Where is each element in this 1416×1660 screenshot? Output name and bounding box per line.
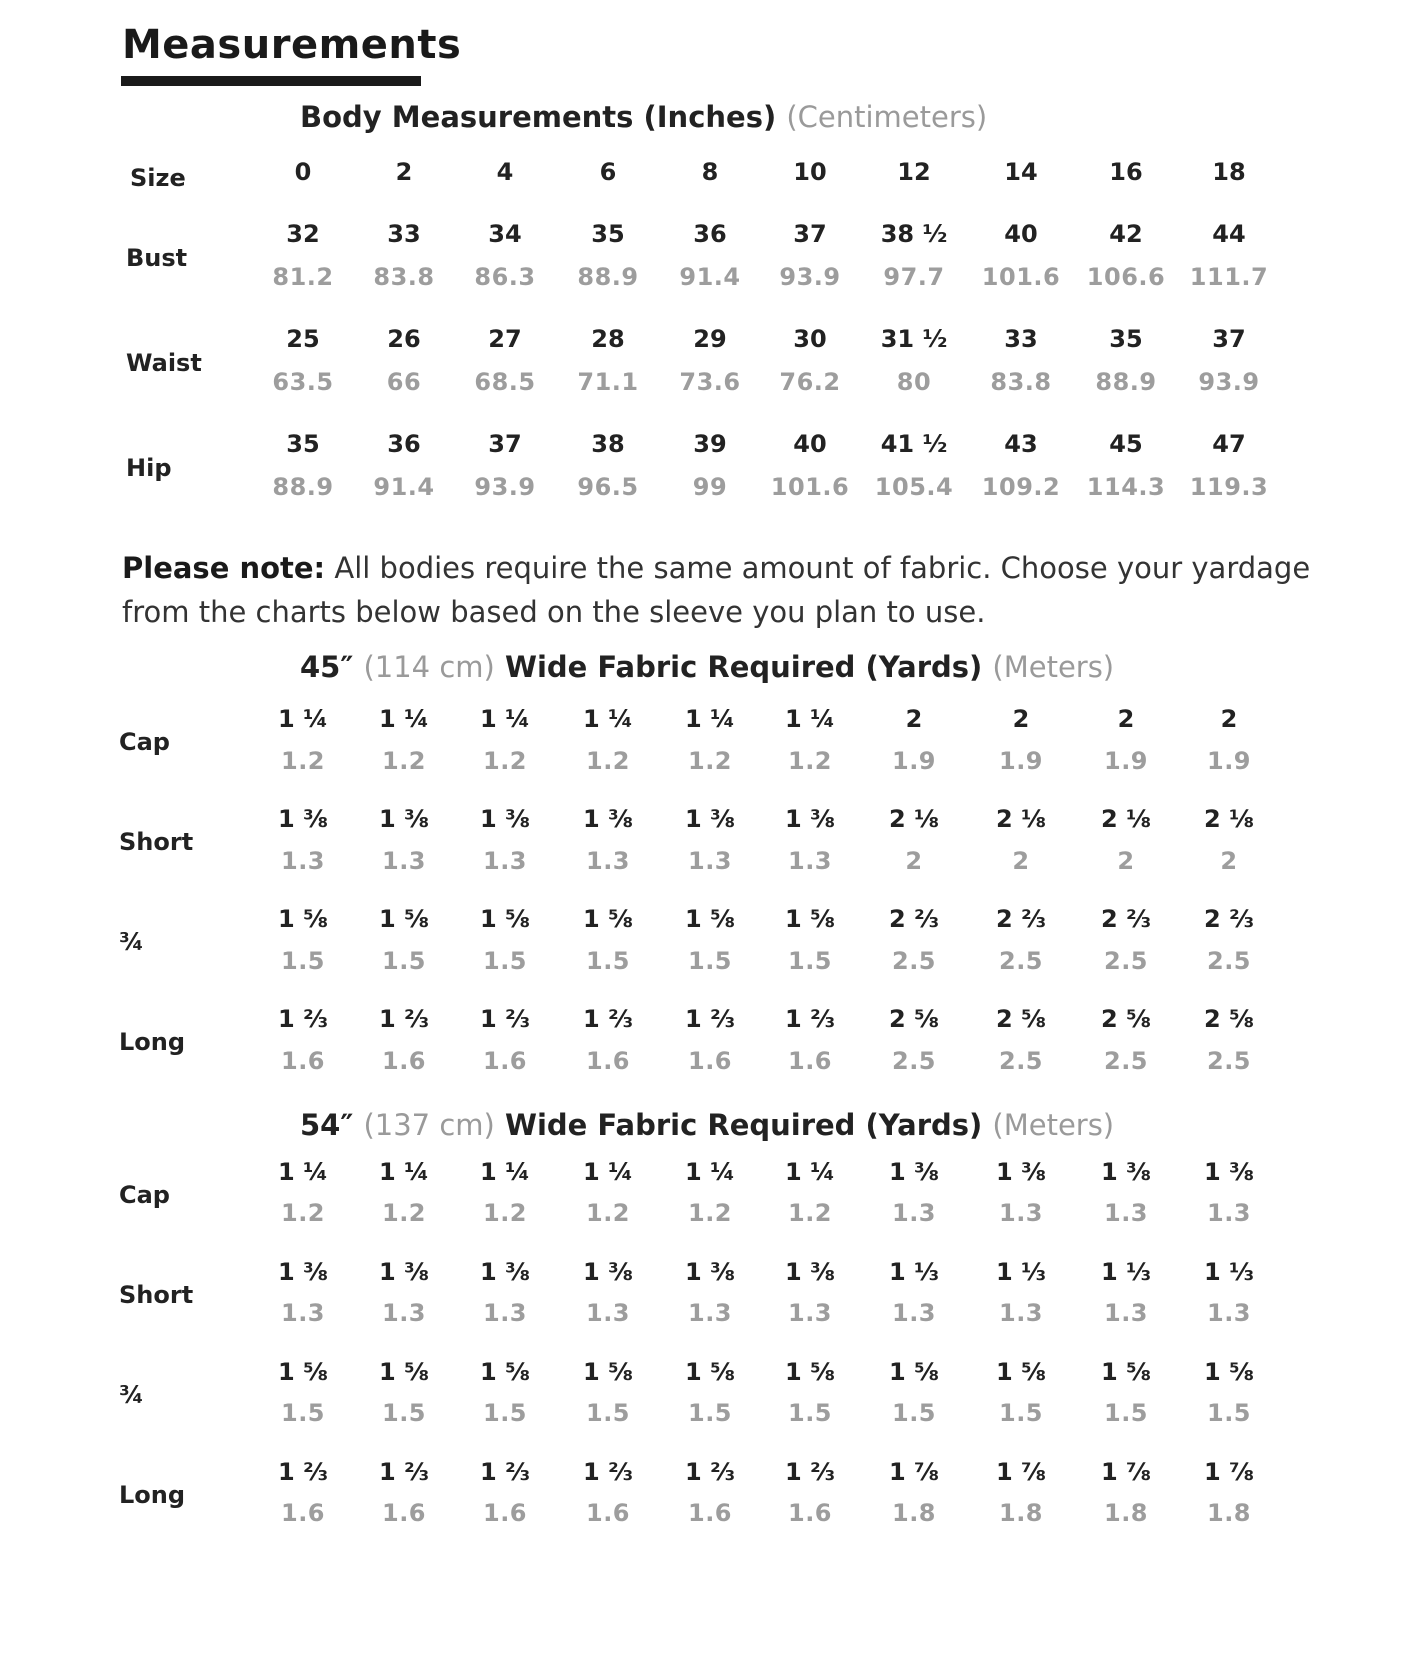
body-row-label: Bust [126,243,188,272]
body-cell-secondary: 63.5 [272,368,334,396]
body-cell-secondary: 88.9 [1095,368,1157,396]
fabric45-cell-secondary: 1.3 [482,847,528,875]
fabric45-cell-secondary: 1.6 [787,1047,833,1075]
body-cell-primary: 28 [591,325,625,353]
fabric54-cell-secondary: 1.3 [1206,1199,1252,1227]
title-underline [121,76,421,86]
body-cell-primary: 33 [1004,325,1038,353]
fabric45-cell-primary: 2 ⅝ [1101,1005,1151,1033]
body-measurements-title [300,100,987,134]
fabric54-cell-primary: 1 ⅓ [1204,1258,1254,1286]
fabric45-cell-primary: 1 ⅔ [685,1005,735,1033]
body-row-label: Waist [126,348,202,377]
fabric54-cell-primary: 1 ⅝ [785,1358,835,1386]
fabric45-cell-secondary: 1.2 [787,747,833,775]
fabric54-cell-primary: 1 ⅝ [583,1358,633,1386]
fabric54-cell-secondary: 1.2 [585,1199,631,1227]
fabric54-cell-secondary: 1.3 [787,1299,833,1327]
fabric45-cell-secondary: 1.6 [280,1047,326,1075]
fabric45-cell-primary: 1 ⅔ [379,1005,429,1033]
body-cell-primary: 39 [693,430,727,458]
fabric45-cell-secondary: 2.5 [891,1047,937,1075]
fabric45-cell-secondary: 1.2 [482,747,528,775]
fabric54-cell-primary: 1 ⅜ [889,1158,939,1186]
body-cell-secondary: 93.9 [779,263,841,291]
fabric54-cell-primary: 1 ⅔ [278,1458,328,1486]
fabric54-row-label: Long [119,1480,186,1509]
body-cell-secondary: 71.1 [577,368,639,396]
fabric45-cell-primary: 1 ⅜ [278,805,328,833]
fabric54-cell-primary: 1 ⅝ [685,1358,735,1386]
fabric45-cell-secondary: 1.6 [381,1047,427,1075]
fabric54-cell-primary: 1 ⅞ [889,1458,939,1486]
body-cell-secondary: 101.6 [981,263,1061,291]
fabric54-cell-secondary: 1.5 [1206,1399,1252,1427]
body-cell-secondary: 83.8 [373,263,435,291]
fabric45-cell-secondary: 2.5 [1103,1047,1149,1075]
size-label: Size [130,164,186,192]
fabric54-cell-secondary: 1.8 [1206,1499,1252,1527]
fabric45-cell-primary: 2 ⅔ [1204,905,1254,933]
fabric45-cell-secondary: 1.2 [687,747,733,775]
fabric54-cell-secondary: 1.5 [482,1399,528,1427]
fabric45-cell-secondary: 1.5 [585,947,631,975]
fabric45-cell-secondary: 2 [1012,847,1030,875]
fabric45-cell-secondary: 1.3 [280,847,326,875]
fabric54-cell-primary: 1 ⅓ [1101,1258,1151,1286]
body-cell-primary: 40 [1004,220,1038,248]
fabric45-cell-primary: 1 ¼ [480,705,530,733]
fabric54-cell-primary: 1 ⅜ [785,1258,835,1286]
body-cell-secondary: 80 [896,368,932,396]
fabric-45-title-main: Wide Fabric Required (Yards) [504,650,983,684]
fabric54-cell-secondary: 1.3 [482,1299,528,1327]
body-cell-primary: 41 ½ [880,430,948,458]
fabric45-cell-secondary: 1.3 [787,847,833,875]
fabric45-cell-primary: 2 ⅔ [1101,905,1151,933]
body-cell-secondary: 119.3 [1189,473,1269,501]
fabric-54-width-cm: (137 cm) [363,1108,495,1142]
fabric54-cell-primary: 1 ⅔ [685,1458,735,1486]
fabric-45-title-alt: (Meters) [992,650,1115,684]
fabric54-cell-secondary: 1.2 [482,1199,528,1227]
fabric45-cell-primary: 1 ⅜ [379,805,429,833]
fabric54-cell-secondary: 1.2 [687,1199,733,1227]
body-cell-primary: 27 [488,325,522,353]
fabric45-cell-primary: 1 ⅝ [685,905,735,933]
fabric54-cell-secondary: 1.6 [280,1499,326,1527]
body-title-main: Body Measurements (Inches) [300,100,777,134]
fabric54-cell-secondary: 1.3 [891,1199,937,1227]
fabric45-cell-secondary: 2.5 [1206,1047,1252,1075]
fabric54-cell-primary: 1 ⅔ [785,1458,835,1486]
body-cell-primary: 36 [387,430,421,458]
fabric54-cell-primary: 1 ¼ [685,1158,735,1186]
please-note [122,546,1332,634]
fabric-45-title [300,650,1114,684]
size-header-10: 10 [793,158,827,186]
fabric45-cell-primary: 1 ¼ [278,705,328,733]
body-title-alt: (Centimeters) [786,100,988,134]
fabric45-cell-secondary: 1.2 [585,747,631,775]
fabric54-cell-primary: 1 ⅝ [1101,1358,1151,1386]
fabric54-cell-primary: 1 ⅝ [889,1358,939,1386]
body-cell-secondary: 109.2 [981,473,1061,501]
fabric45-cell-secondary: 1.6 [585,1047,631,1075]
fabric45-cell-primary: 1 ⅜ [685,805,735,833]
fabric45-cell-primary: 2 [905,705,923,733]
body-cell-primary: 37 [793,220,827,248]
fabric54-cell-secondary: 1.3 [1103,1299,1149,1327]
fabric45-cell-primary: 1 ¼ [379,705,429,733]
body-cell-secondary: 88.9 [577,263,639,291]
body-cell-primary: 29 [693,325,727,353]
fabric45-cell-primary: 2 ⅛ [1204,805,1254,833]
fabric45-cell-secondary: 1.9 [891,747,937,775]
fabric54-cell-secondary: 1.5 [687,1399,733,1427]
body-cell-secondary: 73.6 [679,368,741,396]
fabric54-cell-secondary: 1.3 [1103,1199,1149,1227]
size-header-14: 14 [1004,158,1038,186]
fabric54-cell-secondary: 1.8 [1103,1499,1149,1527]
fabric45-cell-secondary: 2.5 [998,947,1044,975]
fabric54-cell-secondary: 1.6 [482,1499,528,1527]
size-header-8: 8 [701,158,719,186]
fabric45-cell-secondary: 2 [1220,847,1238,875]
fabric45-cell-secondary: 1.6 [482,1047,528,1075]
fabric54-cell-secondary: 1.5 [280,1399,326,1427]
fabric54-cell-primary: 1 ⅝ [379,1358,429,1386]
size-header-12: 12 [897,158,931,186]
body-cell-primary: 44 [1212,220,1246,248]
fabric45-cell-secondary: 1.5 [280,947,326,975]
fabric45-cell-primary: 1 ⅜ [785,805,835,833]
fabric54-cell-secondary: 1.3 [381,1299,427,1327]
fabric45-cell-primary: 1 ¼ [685,705,735,733]
fabric54-cell-primary: 1 ⅜ [583,1258,633,1286]
size-header-18: 18 [1212,158,1246,186]
fabric54-cell-primary: 1 ⅜ [685,1258,735,1286]
fabric54-cell-primary: 1 ⅜ [278,1258,328,1286]
fabric45-cell-primary: 2 ⅛ [889,805,939,833]
fabric54-cell-primary: 1 ⅝ [480,1358,530,1386]
fabric45-cell-primary: 1 ⅜ [583,805,633,833]
body-cell-secondary: 66 [386,368,422,396]
fabric45-cell-primary: 1 ¼ [583,705,633,733]
fabric54-cell-secondary: 1.3 [891,1299,937,1327]
fabric54-cell-secondary: 1.2 [381,1199,427,1227]
fabric-54-width-in: 54″ [300,1108,354,1142]
fabric54-cell-secondary: 1.5 [381,1399,427,1427]
fabric54-cell-secondary: 1.3 [280,1299,326,1327]
fabric54-cell-primary: 1 ⅜ [996,1158,1046,1186]
fabric45-cell-secondary: 2.5 [1103,947,1149,975]
body-cell-primary: 37 [1212,325,1246,353]
fabric54-row-label: ¾ [119,1380,144,1409]
fabric-54-title-main: Wide Fabric Required (Yards) [504,1108,983,1142]
fabric54-cell-secondary: 1.3 [998,1299,1044,1327]
body-cell-secondary: 76.2 [779,368,841,396]
fabric45-cell-secondary: 1.9 [1206,747,1252,775]
fabric45-cell-secondary: 1.5 [787,947,833,975]
fabric45-cell-secondary: 1.5 [381,947,427,975]
fabric45-cell-secondary: 2 [1117,847,1135,875]
fabric45-row-label: Long [119,1028,186,1056]
fabric54-cell-secondary: 1.6 [585,1499,631,1527]
size-header-0: 0 [294,158,312,186]
body-cell-primary: 25 [286,325,320,353]
fabric54-cell-secondary: 1.5 [998,1399,1044,1427]
body-cell-secondary: 105.4 [874,473,954,501]
fabric45-cell-primary: 1 ⅝ [480,905,530,933]
body-cell-secondary: 91.4 [679,263,741,291]
fabric54-cell-primary: 1 ¼ [379,1158,429,1186]
fabric45-cell-primary: 1 ⅝ [278,905,328,933]
fabric45-cell-primary: 1 ⅔ [583,1005,633,1033]
body-cell-primary: 36 [693,220,727,248]
fabric45-cell-secondary: 1.9 [998,747,1044,775]
body-row-label: Hip [126,453,172,482]
size-header-6: 6 [599,158,617,186]
fabric45-cell-primary: 1 ⅝ [379,905,429,933]
body-cell-secondary: 83.8 [990,368,1052,396]
body-cell-primary: 40 [793,430,827,458]
fabric45-cell-secondary: 1.5 [482,947,528,975]
body-cell-secondary: 88.9 [272,473,334,501]
fabric45-cell-secondary: 1.2 [280,747,326,775]
body-cell-secondary: 96.5 [577,473,639,501]
fabric45-cell-primary: 2 [1220,705,1238,733]
fabric54-cell-secondary: 1.8 [998,1499,1044,1527]
body-cell-secondary: 68.5 [474,368,536,396]
fabric54-cell-primary: 1 ⅝ [278,1358,328,1386]
body-cell-primary: 42 [1109,220,1143,248]
fabric54-cell-primary: 1 ⅝ [1204,1358,1254,1386]
body-cell-primary: 31 ½ [880,325,948,353]
fabric54-cell-primary: 1 ¼ [583,1158,633,1186]
fabric54-cell-secondary: 1.5 [1103,1399,1149,1427]
fabric54-cell-secondary: 1.3 [687,1299,733,1327]
fabric54-cell-primary: 1 ⅞ [1204,1458,1254,1486]
fabric54-cell-primary: 1 ⅜ [379,1258,429,1286]
fabric54-row-label: Cap [119,1180,170,1209]
fabric45-cell-primary: 1 ⅜ [480,805,530,833]
fabric45-row-label: Cap [119,728,170,756]
fabric54-cell-secondary: 1.5 [585,1399,631,1427]
body-cell-primary: 37 [488,430,522,458]
fabric45-cell-primary: 1 ⅝ [583,905,633,933]
fabric54-cell-primary: 1 ⅞ [996,1458,1046,1486]
fabric45-row-label: ¾ [119,928,144,956]
fabric45-cell-primary: 2 ⅛ [996,805,1046,833]
fabric54-cell-primary: 1 ⅔ [480,1458,530,1486]
fabric-45-width-cm: (114 cm) [363,650,495,684]
fabric54-cell-secondary: 1.5 [891,1399,937,1427]
body-cell-primary: 43 [1004,430,1038,458]
body-cell-secondary: 111.7 [1189,263,1269,291]
fabric45-cell-secondary: 2.5 [998,1047,1044,1075]
page-title: Measurements [122,22,462,68]
fabric45-cell-primary: 1 ¼ [785,705,835,733]
fabric54-cell-primary: 1 ⅜ [1204,1158,1254,1186]
fabric45-cell-primary: 2 [1117,705,1135,733]
body-cell-primary: 35 [286,430,320,458]
body-cell-primary: 38 [591,430,625,458]
fabric45-cell-secondary: 1.3 [585,847,631,875]
body-cell-primary: 47 [1212,430,1246,458]
fabric54-cell-primary: 1 ⅜ [480,1258,530,1286]
body-cell-secondary: 81.2 [272,263,334,291]
fabric45-cell-secondary: 1.2 [381,747,427,775]
note-text: All bodies require the same amount of fabric. Choose your yardage from the charts below based on the sleeve you plan to use. [122,551,1311,629]
body-cell-secondary: 97.7 [883,263,945,291]
body-cell-primary: 38 ½ [880,220,948,248]
fabric54-cell-primary: 1 ¼ [480,1158,530,1186]
fabric54-row-label: Short [119,1280,194,1309]
fabric45-cell-secondary: 1.5 [687,947,733,975]
size-header-16: 16 [1109,158,1143,186]
body-cell-primary: 26 [387,325,421,353]
body-cell-primary: 35 [591,220,625,248]
fabric54-cell-secondary: 1.6 [687,1499,733,1527]
fabric54-cell-secondary: 1.6 [381,1499,427,1527]
body-cell-secondary: 93.9 [474,473,536,501]
fabric54-cell-primary: 1 ⅞ [1101,1458,1151,1486]
fabric45-row-label: Short [119,828,194,856]
fabric45-cell-secondary: 1.6 [687,1047,733,1075]
fabric54-cell-primary: 1 ⅝ [996,1358,1046,1386]
body-cell-primary: 33 [387,220,421,248]
fabric54-cell-primary: 1 ⅓ [889,1258,939,1286]
fabric54-cell-primary: 1 ⅓ [996,1258,1046,1286]
fabric54-cell-primary: 1 ¼ [785,1158,835,1186]
fabric45-cell-primary: 2 ⅔ [889,905,939,933]
body-cell-secondary: 101.6 [770,473,850,501]
fabric45-cell-primary: 2 ⅝ [996,1005,1046,1033]
body-cell-secondary: 91.4 [373,473,435,501]
fabric45-cell-primary: 1 ⅔ [480,1005,530,1033]
fabric54-cell-secondary: 1.8 [891,1499,937,1527]
body-cell-primary: 35 [1109,325,1143,353]
body-cell-primary: 30 [793,325,827,353]
fabric54-cell-primary: 1 ¼ [278,1158,328,1186]
note-lead: Please note: [122,551,326,585]
fabric45-cell-secondary: 1.3 [381,847,427,875]
fabric54-cell-secondary: 1.3 [1206,1299,1252,1327]
body-cell-primary: 45 [1109,430,1143,458]
fabric45-cell-secondary: 1.9 [1103,747,1149,775]
fabric-54-title [300,1108,1114,1142]
fabric-54-title-alt: (Meters) [992,1108,1115,1142]
fabric54-cell-secondary: 1.3 [585,1299,631,1327]
body-cell-secondary: 99 [692,473,728,501]
fabric45-cell-primary: 2 ⅔ [996,905,1046,933]
fabric54-cell-secondary: 1.5 [787,1399,833,1427]
fabric54-cell-secondary: 1.6 [787,1499,833,1527]
body-cell-secondary: 106.6 [1086,263,1166,291]
fabric45-cell-primary: 2 ⅝ [1204,1005,1254,1033]
size-header-4: 4 [496,158,514,186]
size-header-2: 2 [395,158,413,186]
fabric54-cell-secondary: 1.2 [787,1199,833,1227]
fabric54-cell-primary: 1 ⅔ [379,1458,429,1486]
fabric45-cell-secondary: 2.5 [1206,947,1252,975]
fabric45-cell-primary: 1 ⅔ [785,1005,835,1033]
fabric54-cell-secondary: 1.2 [280,1199,326,1227]
fabric45-cell-primary: 1 ⅝ [785,905,835,933]
fabric54-cell-primary: 1 ⅜ [1101,1158,1151,1186]
fabric-45-width-in: 45″ [300,650,354,684]
fabric54-cell-secondary: 1.3 [998,1199,1044,1227]
body-cell-secondary: 114.3 [1086,473,1166,501]
fabric45-cell-primary: 2 [1012,705,1030,733]
fabric45-cell-primary: 2 ⅛ [1101,805,1151,833]
body-cell-primary: 34 [488,220,522,248]
body-cell-primary: 32 [286,220,320,248]
fabric45-cell-primary: 1 ⅔ [278,1005,328,1033]
fabric45-cell-secondary: 2 [905,847,923,875]
body-cell-secondary: 93.9 [1198,368,1260,396]
fabric45-cell-secondary: 2.5 [891,947,937,975]
body-cell-secondary: 86.3 [474,263,536,291]
fabric45-cell-secondary: 1.3 [687,847,733,875]
fabric45-cell-primary: 2 ⅝ [889,1005,939,1033]
fabric54-cell-primary: 1 ⅔ [583,1458,633,1486]
